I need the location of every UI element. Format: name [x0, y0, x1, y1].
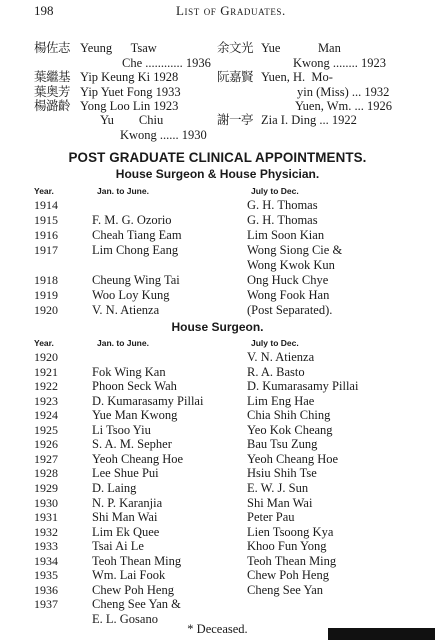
table-row [0, 408, 435, 423]
graduate-name-line: Yeung Tsaw [80, 41, 157, 55]
graduate-name-line: Kwong ........ 1923 [293, 56, 387, 70]
july-dec-cell: Bau Tsu Zung [247, 437, 318, 452]
july-dec-cell: Wong Siong Cie & [247, 243, 343, 257]
chinese-name: 余文光 [217, 40, 254, 55]
jan-june-cell: Tsai Ai Le [92, 539, 144, 554]
jan-june-cell: Woo Loy Kung [92, 288, 170, 302]
jan-june-cell: Lee Shue Pui [92, 466, 159, 481]
table-row [0, 481, 435, 496]
year-cell: 1932 [34, 524, 58, 539]
graduate-name-line: Yuen, Wm. ... 1926 [295, 99, 392, 113]
july-dec-cell: Cheng See Yan [247, 582, 324, 597]
table-row [0, 243, 435, 258]
table2-year-header: Year. [34, 338, 54, 348]
table-row [0, 379, 435, 394]
year-cell: 1927 [34, 451, 58, 466]
july-dec-cell: Hsiu Shih Tse [247, 466, 317, 481]
table-row [0, 423, 435, 438]
chinese-name: 謝一亭 [217, 112, 254, 127]
table-row [0, 198, 435, 213]
jan-june-cell: Cheah Tiang Eam [92, 228, 182, 242]
year-cell: 1937 [34, 597, 58, 612]
year-cell: 1935 [34, 568, 58, 583]
table-row [0, 554, 435, 569]
graduate-name-line: Yip Yuet Fong 1933 [80, 85, 181, 99]
year-cell: 1918 [34, 273, 58, 287]
july-dec-cell: Chew Poh Heng [247, 568, 329, 583]
table-row [0, 365, 435, 380]
graduate-name-line: Che ............ 1936 [122, 56, 211, 70]
july-dec-cell: Yeo Kok Cheang [247, 422, 333, 437]
table1-second-half-header: July to Dec. [251, 186, 299, 196]
jan-june-cell: S. A. M. Sepher [92, 437, 172, 452]
table-row [0, 273, 435, 288]
july-dec-cell: Wong Fook Han [247, 288, 330, 302]
table-row [0, 303, 435, 318]
table-row [0, 228, 435, 243]
graduate-name-line: Kwong ...... 1930 [120, 128, 207, 142]
july-dec-cell: Lim Soon Kian [247, 228, 325, 242]
graduate-name-line: Yong Loo Lin 1923 [80, 99, 179, 113]
jan-june-cell: Wm. Lai Fook [92, 568, 166, 583]
jan-june-cell: Li Tsoo Yiu [92, 422, 151, 437]
graduate-name-line: yin (Miss) ... 1932 [297, 85, 390, 99]
jan-june-cell: Yue Man Kwong [92, 408, 178, 423]
jan-june-cell: Teoh Thean Ming [92, 553, 182, 568]
table-row [0, 510, 435, 525]
table-row [0, 452, 435, 467]
year-cell: 1920 [34, 303, 58, 317]
jan-june-cell: Lim Ek Quee [92, 524, 160, 539]
table-row [0, 288, 435, 303]
year-cell: 1923 [34, 393, 58, 408]
july-dec-cell: Ong Huck Chye [247, 273, 329, 287]
year-cell: 1928 [34, 466, 58, 481]
year-cell: 1921 [34, 364, 58, 379]
table-row [0, 213, 435, 228]
july-dec-cell: G. H. Thomas [247, 198, 318, 212]
year-cell: 1919 [34, 288, 58, 302]
jan-june-cell: D. Kumarasamy Pillai [92, 393, 204, 408]
year-cell: 1933 [34, 539, 58, 554]
july-dec-cell: Teoh Thean Ming [247, 553, 337, 568]
table-row [0, 539, 435, 554]
july-dec-cell: Yeoh Cheang Hoe [247, 451, 339, 466]
table-row [0, 583, 435, 598]
july-dec-cell: Shi Man Wai [247, 495, 313, 510]
july-dec-cell: Lim Eng Hae [247, 393, 315, 408]
chinese-name: 葉繼基 [34, 69, 71, 84]
table-row [0, 394, 435, 409]
july-dec-cell: Wong Kwok Kun [247, 258, 335, 272]
july-dec-cell: R. A. Basto [247, 364, 305, 379]
chinese-name: 阮嘉賢 [217, 69, 254, 84]
july-dec-cell: V. N. Atienza [247, 350, 315, 364]
table2-title: House Surgeon. [171, 320, 264, 334]
jan-june-cell: Phoon Seck Wah [92, 379, 177, 394]
running-title: List of Graduates. [176, 3, 286, 18]
jan-june-cell: Shi Man Wai [92, 510, 158, 525]
scan-edge-mark [328, 628, 435, 640]
year-cell: 1926 [34, 437, 58, 452]
year-cell: 1925 [34, 422, 58, 437]
graduate-name-line: Yuen, H. Mo- [261, 70, 333, 84]
graduate-name-line: Yue Man [261, 41, 341, 55]
year-cell: 1915 [34, 213, 58, 227]
table-row [0, 437, 435, 452]
jan-june-cell: Cheung Wing Tai [92, 273, 180, 287]
table1-title: House Surgeon & House Physician. [115, 167, 320, 181]
page-number: 198 [34, 3, 54, 18]
graduate-name-line: Yu Chiu [100, 113, 164, 127]
july-dec-cell: (Post Separated). [247, 303, 333, 317]
footnote: * Deceased. [187, 622, 248, 636]
july-dec-cell: Peter Pau [247, 510, 295, 525]
july-dec-cell: Chia Shih Ching [247, 408, 331, 423]
table-row [0, 350, 435, 365]
year-cell: 1922 [34, 379, 58, 394]
year-cell: 1916 [34, 228, 58, 242]
jan-june-cell: E. L. Gosano [92, 611, 158, 626]
section-title: POST GRADUATE CLINICAL APPOINTMENTS. [68, 150, 367, 165]
graduate-name-line: Zia I. Ding ... 1922 [261, 113, 357, 127]
table-row [0, 466, 435, 481]
year-cell: 1931 [34, 510, 58, 525]
jan-june-cell: D. Laing [92, 480, 137, 495]
table1-first-half-header: Jan. to June. [97, 186, 149, 196]
table-row [0, 597, 435, 612]
table-row [0, 258, 435, 273]
chinese-name: 葉奥芳 [34, 84, 71, 99]
jan-june-cell: Yeoh Cheang Hoe [92, 451, 184, 466]
year-cell: 1917 [34, 243, 58, 257]
july-dec-cell: G. H. Thomas [247, 213, 318, 227]
jan-june-cell: V. N. Atienza [92, 303, 160, 317]
year-cell: 1934 [34, 553, 58, 568]
page-header [34, 3, 414, 21]
jan-june-cell: Cheng See Yan & [92, 597, 181, 612]
year-cell: 1920 [34, 350, 58, 364]
july-dec-cell: Khoo Fun Yong [247, 539, 327, 554]
july-dec-cell: D. Kumarasamy Pillai [247, 379, 359, 394]
table-row [0, 496, 435, 511]
table-row [0, 525, 435, 540]
graduate-name-line: Yip Keung Ki 1928 [80, 70, 179, 84]
jan-june-cell: N. P. Karanjia [92, 495, 163, 510]
table2-second-half-header: July to Dec. [251, 338, 299, 348]
jan-june-cell: F. M. G. Ozorio [92, 213, 172, 227]
table1-year-header: Year. [34, 186, 54, 196]
jan-june-cell: Fok Wing Kan [92, 364, 166, 379]
year-cell: 1924 [34, 408, 58, 423]
chinese-name: 楊佐志 [34, 40, 71, 55]
july-dec-cell: E. W. J. Sun [247, 480, 309, 495]
table-row [0, 568, 435, 583]
year-cell: 1936 [34, 582, 58, 597]
jan-june-cell: Lim Chong Eang [92, 243, 179, 257]
year-cell: 1914 [34, 198, 58, 212]
table2-first-half-header: Jan. to June. [97, 338, 149, 348]
jan-june-cell: Chew Poh Heng [92, 582, 174, 597]
chinese-name: 楊潞齡 [34, 98, 71, 113]
year-cell: 1930 [34, 495, 58, 510]
july-dec-cell: Lien Tsoong Kya [247, 524, 334, 539]
year-cell: 1929 [34, 480, 58, 495]
